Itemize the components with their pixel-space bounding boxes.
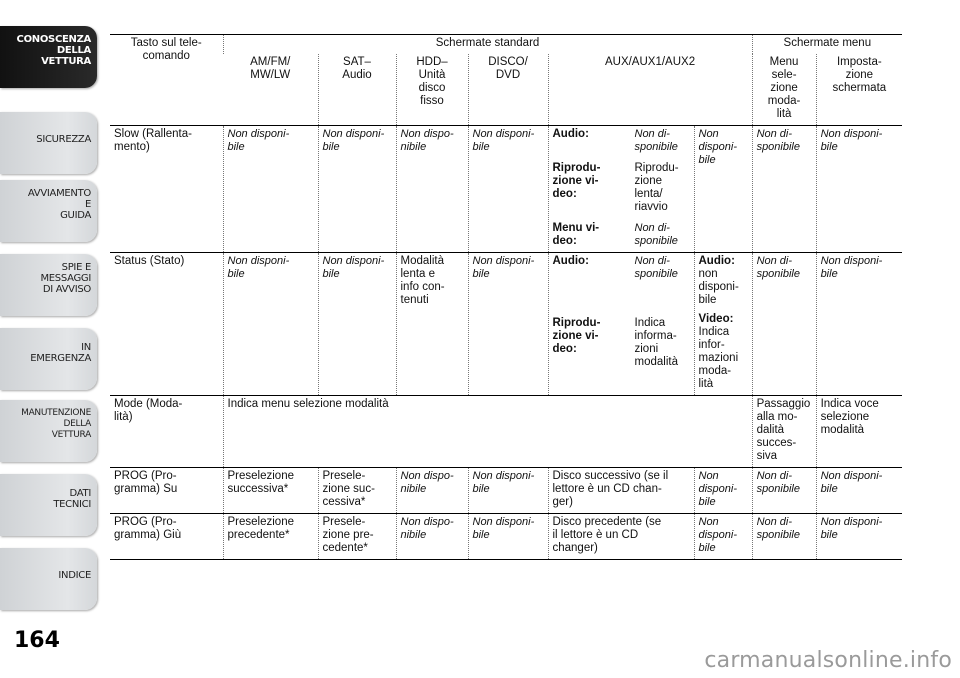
header-col-impostazione: Imposta- zione schermata [816, 54, 902, 126]
cell-disco: Non disponi- bile [468, 468, 548, 514]
tab-avviamento-e-guida[interactable] [0, 180, 97, 242]
cell-aux2: Non disponi- bile [694, 514, 752, 560]
header-key-col: Tasto sul tele- comando [130, 37, 202, 62]
remote-control-table [110, 34, 902, 560]
cell-disco: Non disponi- bile [468, 126, 548, 253]
tab-sicurezza[interactable] [0, 112, 97, 174]
tab-label: CONOSCENZA DELLA VETTURA [16, 34, 91, 67]
header-group-menu: Schermate menu [752, 35, 902, 55]
cell-disco: Non disponi- bile [468, 253, 548, 396]
cell-amfm: Non disponi- bile [223, 253, 318, 396]
cell-amfm: Preselezione precedente* [223, 514, 318, 560]
header-col-hdd: HDD– Unità disco fisso [396, 54, 468, 126]
chapter-sidebar [0, 0, 102, 678]
header-col-amfm: AM/FM/ MW/LW [250, 56, 291, 81]
page-number: 164 [14, 628, 60, 653]
header-group-standard: Schermate standard [223, 35, 752, 55]
tab-label: MANUTENZIONE DELLA VETTURA [21, 408, 91, 440]
aux-play-label: Riprodu- zione vi- deo: [552, 162, 601, 200]
aux2-audio-value: non disponi- bile [698, 268, 739, 306]
table-row-mode [110, 396, 902, 468]
cell-aux [548, 253, 694, 396]
aux-play-value: Indica informa- zioni modalità [634, 317, 678, 368]
aux-audio-value: Non di- sponibile [634, 255, 678, 280]
cell-aux: Disco precedente (se il lettore è un CD changer) [548, 514, 694, 560]
cell-sat: Non disponi- bile [318, 253, 396, 396]
header-col-aux: AUX/AUX1/AUX2 [548, 54, 752, 126]
table-row-slow [110, 126, 902, 253]
tab-spie-e-messaggi[interactable] [0, 254, 97, 316]
cell-hdd: Non dispo- nibile [396, 514, 468, 560]
cell-impostazione: Non disponi- bile [816, 253, 902, 396]
cell-menu-selezione: Non di- sponibile [752, 514, 816, 560]
aux-menu-label: Menu vi- deo: [552, 222, 600, 247]
header-col-disco: DISCO/ DVD [468, 54, 548, 126]
cell-sat: Presele- zione suc- cessiva* [318, 468, 396, 514]
aux-play-label: Riprodu- zione vi- deo: [552, 317, 601, 355]
tab-label: SICUREZZA [36, 134, 91, 145]
cell-hdd: Non dispo- nibile [396, 126, 468, 253]
tab-indice[interactable] [0, 548, 97, 610]
cell-menu-selezione: Non di- sponibile [752, 253, 816, 396]
cell-impostazione: Indica voce selezione modalità [816, 396, 902, 468]
cell-sat: Non disponi- bile [318, 126, 396, 253]
cell-menu-selezione: Non di- sponibile [752, 126, 816, 253]
cell-aux2 [694, 253, 752, 396]
aux2-video-label: Video: [698, 313, 734, 325]
tab-in-emergenza[interactable] [0, 328, 97, 390]
cell-aux2: Non disponi- bile [694, 468, 752, 514]
cell-mode-span: Indica menu selezione modalità [223, 396, 752, 468]
aux-menu-value: Non di- sponibile [634, 222, 678, 247]
tab-manutenzione-della-vettura[interactable] [0, 400, 97, 462]
header-col-sat: SAT– Audio [318, 54, 396, 126]
row-key: Status (Stato) [110, 253, 223, 396]
aux2-video-value: Indica infor- mazioni moda- lità [698, 326, 739, 390]
watermark: carmanualsonline.info [704, 648, 952, 673]
table-row-prog-su [110, 468, 902, 514]
row-key: PROG (Pro- gramma) Su [110, 468, 223, 514]
aux-play-value: Riprodu- zione lenta/ riavvio [634, 162, 679, 213]
cell-menu-selezione: Non di- sponibile [752, 468, 816, 514]
tab-label: INDICE [58, 570, 91, 581]
cell-impostazione: Non disponi- bile [816, 126, 902, 253]
aux-audio-label: Audio: [552, 255, 589, 267]
cell-impostazione: Non disponi- bile [816, 468, 902, 514]
tab-label: IN EMERGENZA [30, 342, 91, 364]
cell-aux2: Non disponi- bile [694, 126, 752, 253]
cell-menu-selezione: Passaggio alla mo- dalità succes- siva [752, 396, 816, 468]
aux-audio-value: Non di- sponibile [634, 128, 678, 153]
cell-disco: Non disponi- bile [468, 514, 548, 560]
cell-aux: Disco successivo (se il lettore è un CD chan- ger) [548, 468, 694, 514]
header-col-menu-selezione: Menu sele- zione moda- lità [752, 54, 816, 126]
tab-label: AVVIAMENTO E GUIDA [27, 188, 91, 221]
cell-hdd: Non dispo- nibile [396, 468, 468, 514]
aux2-audio-label: Audio: [698, 255, 735, 267]
cell-hdd: Modalità lenta e info con- tenuti [396, 253, 468, 396]
row-key: Mode (Moda- lità) [110, 396, 223, 468]
table-row-status [110, 253, 902, 396]
row-key: Slow (Rallenta- mento) [110, 126, 223, 253]
cell-impostazione: Non disponi- bile [816, 514, 902, 560]
tab-label: SPIE E MESSAGGI DI AVVISO [40, 262, 91, 295]
tab-label: DATI TECNICI [53, 488, 91, 510]
table-row-prog-giu [110, 514, 902, 560]
cell-sat: Presele- zione pre- cedente* [318, 514, 396, 560]
cell-amfm: Non disponi- bile [223, 126, 318, 253]
row-key: PROG (Pro- gramma) Giù [110, 514, 223, 560]
cell-aux [548, 126, 694, 253]
aux-audio-label: Audio: [552, 128, 589, 140]
tab-dati-tecnici[interactable] [0, 474, 97, 536]
cell-amfm: Preselezione successiva* [223, 468, 318, 514]
tab-conoscenza-della-vettura[interactable] [0, 26, 97, 88]
